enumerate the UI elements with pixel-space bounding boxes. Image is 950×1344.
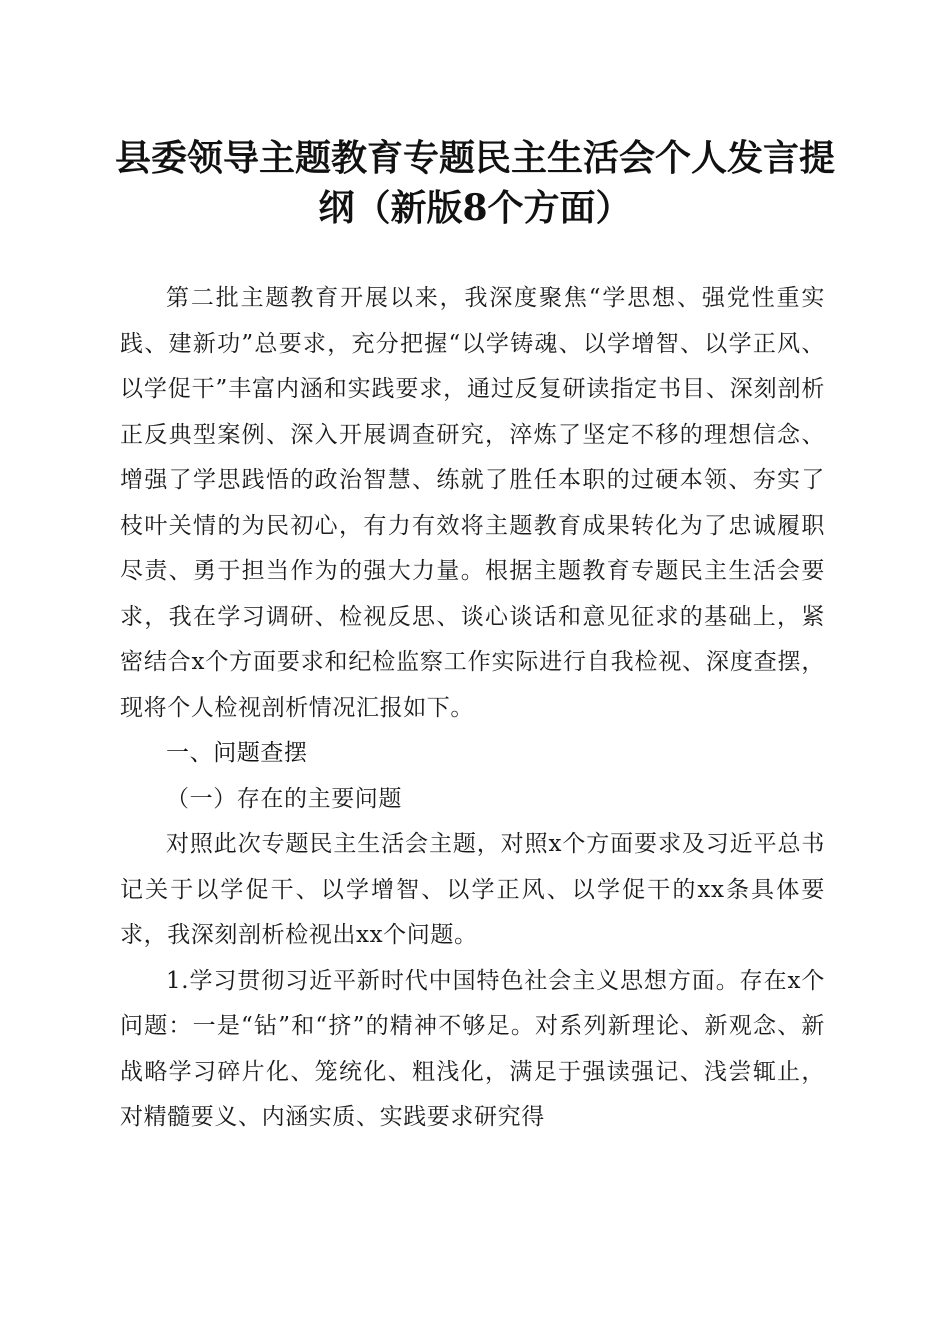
document-title	[100, 133, 850, 233]
item-1-paragraph: 1.学习贯彻习近平新时代中国特色社会主义思想方面。存在x个问题：一是“钻”和“挤”的精神不够足。对系列新理论、新观念、新战略学习碎片化、笼统化、粗浅化，满足于强读强记、浅尝辄止，对精髓要义、内涵实质、实践要求研究得	[120, 967, 825, 1130]
title-line-2: 纲（新版8个方面）	[318, 187, 632, 229]
subsection-heading-main-problems: （一）存在的主要问题	[166, 785, 402, 812]
title-line-1: 县委领导主题教育专题民主生活会个人发言提	[114, 137, 835, 179]
section-heading-problems: 一、问题查摆	[166, 740, 308, 766]
subsection-paragraph: 对照此次专题民主生活会主题，对照x个方面要求及习近平总书记关于以学促干、以学增智、以学正风、以学促干的xx条具体要求，我深刻剖析检视出xx个问题。	[120, 831, 825, 948]
document-body	[120, 276, 825, 1141]
intro-paragraph: 第二批主题教育开展以来，我深度聚焦“学思想、强党性重实践、建新功”总要求，充分把握“以学铸魂、以学增智、以学正风、以学促干”丰富内涵和实践要求，通过反复研读指定书目、深刻剖析正反典型案例、深入开展调查研究，淬炼了坚定不移的理想信念、增强了学思践悟的政治智慧、练就了胜任本职的过硬本领、夯实了枝叶关情的为民初心，有力有效将主题教育成果转化为了忠诚履职尽责、勇于担当作为的强大力量。根据主题教育专题民主生活会要求，我在学习调研、检视反思、谈心谈话和意见征求的基础上，紧密结合x个方面要求和纪检监察工作实际进行自我检视、深度查摆，现将个人检视剖析情况汇报如下。	[120, 285, 825, 721]
